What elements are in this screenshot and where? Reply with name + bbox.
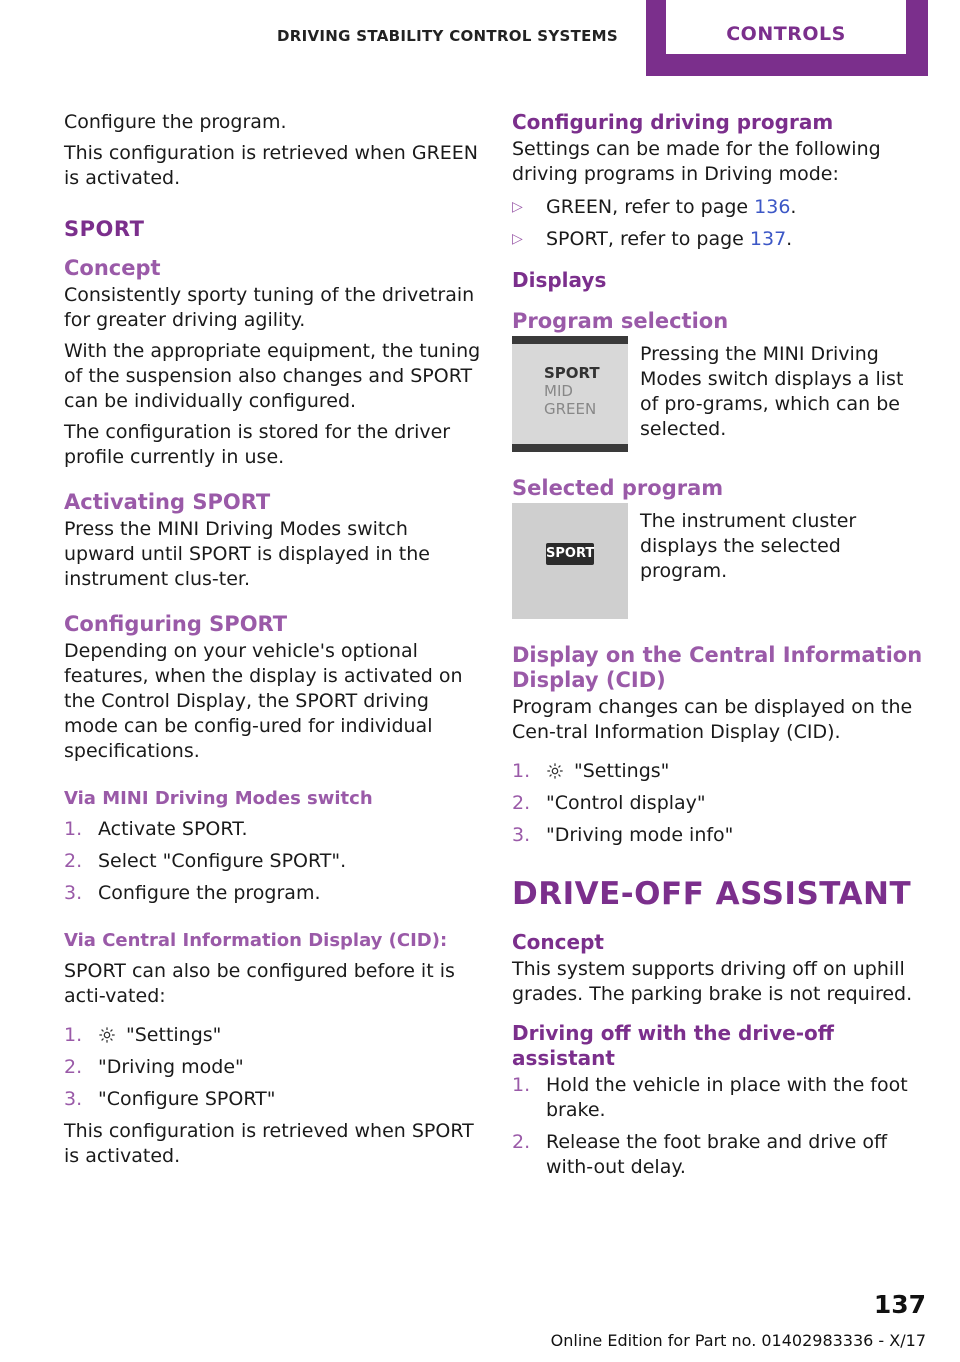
list-item — [512, 791, 926, 816]
paragraph: Settings can be made for the following driving programs in Driving mode: — [512, 138, 881, 185]
list-number: 2. — [64, 1056, 83, 1078]
program-option-green: GREEN — [544, 400, 597, 418]
heading-program-selection: Program selection — [512, 309, 729, 333]
list-item — [64, 1055, 482, 1080]
heading-via-switch: Via MINI Driving Modes switch — [64, 788, 373, 809]
list-text: Release the foot brake and drive off with-out delay. — [546, 1131, 888, 1178]
list-item — [64, 849, 482, 874]
list-item — [64, 1087, 482, 1112]
list-text: Activate SPORT. — [98, 818, 248, 840]
list-number: 2. — [512, 1131, 531, 1153]
list-item — [512, 1073, 926, 1123]
config-list — [512, 195, 926, 252]
paragraph: This configuration is retrieved when SPORT is activated. — [64, 1120, 474, 1167]
heading-activating-sport: Activating SPORT — [64, 490, 271, 514]
paragraph: Consistently sporty tuning of the drivetrain for greater driving agility. — [64, 284, 475, 331]
chapter-tab[interactable]: CONTROLS — [666, 0, 906, 54]
list-number: 3. — [64, 1088, 83, 1110]
figure-selected-program — [512, 503, 926, 619]
paragraph: With the appropriate equipment, the tuning of the suspension also changes and SPORT can be individually configured. — [64, 340, 481, 412]
list-item — [512, 1130, 926, 1180]
heading-display-on-cid: Display on the Central Information Display (CID) — [512, 643, 923, 692]
section-heading-sport: SPORT — [64, 217, 145, 241]
figure-program-selection — [512, 336, 926, 452]
triangle-bullet-icon: ▷ — [512, 199, 523, 215]
list-item — [512, 195, 926, 220]
list-number: 3. — [64, 882, 83, 904]
running-header-section: DRIVING STABILITY CONTROL SYSTEMS — [276, 27, 618, 45]
list-item — [64, 817, 482, 842]
steps-via-cid — [64, 1023, 482, 1112]
paragraph: This system supports driving off on uphill grades. The parking brake is not required. — [512, 958, 913, 1005]
list-item — [512, 759, 926, 784]
list-text-end: . — [790, 196, 797, 218]
list-number: 1. — [64, 818, 83, 840]
paragraph: Configure the program. — [64, 111, 287, 133]
edition-note: Online Edition for Part no. 01402983336 - X/17 — [550, 1331, 926, 1350]
triangle-bullet-icon: ▷ — [512, 231, 523, 247]
program-list-display — [544, 364, 600, 418]
list-number: 1. — [64, 1024, 83, 1046]
list-number: 2. — [512, 792, 531, 814]
paragraph: Depending on your vehicle's optional features, when the display is activated on the Control Display, the SPORT driving mode can be config-ured for individual specifications. — [64, 640, 463, 762]
list-number: 3. — [512, 824, 531, 846]
list-text: "Configure SPORT" — [98, 1088, 276, 1110]
heading-via-cid: Via Central Information Display (CID): — [64, 930, 448, 951]
heading-concept: Concept — [64, 256, 161, 280]
program-option-sport: SPORT — [544, 364, 600, 382]
list-text: GREEN, refer to page — [546, 196, 755, 218]
program-selection-image — [512, 336, 628, 452]
list-text: SPORT, refer to page — [546, 228, 750, 250]
heading-selected-program: Selected program — [512, 476, 724, 500]
page-link-136[interactable]: 136 — [754, 196, 791, 218]
list-text: "Driving mode info" — [546, 824, 734, 846]
program-option-mid: MID — [544, 382, 573, 400]
section-heading-drive-off-assistant: DRIVE-OFF ASSISTANT — [512, 876, 912, 912]
list-text: Select "Configure SPORT". — [98, 850, 347, 872]
heading-displays: Displays — [512, 268, 607, 292]
sport-badge: SPORT — [546, 543, 594, 565]
heading-concept: Concept — [512, 930, 604, 954]
paragraph: Program changes can be displayed on the Cen-tral Information Display (CID). — [512, 696, 913, 743]
paragraph: The configuration is stored for the driver profile currently in use. — [64, 421, 451, 468]
list-text: Configure the program. — [98, 882, 321, 904]
right-column — [512, 110, 926, 1187]
steps-cid-display — [512, 759, 926, 848]
page-link-137[interactable]: 137 — [749, 228, 787, 250]
list-item — [64, 1023, 482, 1048]
list-number: 2. — [64, 850, 83, 872]
steps-via-switch — [64, 817, 482, 906]
left-column — [64, 110, 482, 1175]
heading-configuring-driving-program: Configuring driving program — [512, 110, 834, 134]
list-text: Hold the vehicle in place with the foot brake. — [546, 1074, 908, 1121]
selected-program-image — [512, 503, 628, 619]
list-text: "Driving mode" — [98, 1056, 244, 1078]
list-text: "Control display" — [546, 792, 706, 814]
paragraph: SPORT can also be configured before it is acti-vated: — [64, 960, 455, 1007]
list-text: "Settings" — [126, 1024, 222, 1046]
heading-configuring-sport: Configuring SPORT — [64, 612, 288, 636]
paragraph: The instrument cluster displays the selected program. — [640, 510, 857, 582]
heading-driving-off: Driving off with the drive-off assistant — [512, 1021, 834, 1070]
list-number: 1. — [512, 760, 531, 782]
steps-drive-off — [512, 1073, 926, 1180]
paragraph: This configuration is retrieved when GREEN is activated. — [64, 142, 479, 189]
list-text: "Settings" — [574, 760, 670, 782]
list-number: 1. — [512, 1074, 531, 1096]
paragraph: Pressing the MINI Driving Modes switch displays a list of pro-grams, which can be selected. — [640, 343, 904, 440]
list-text-end: . — [786, 228, 793, 250]
list-item — [512, 823, 926, 848]
list-item — [64, 881, 482, 906]
paragraph: Press the MINI Driving Modes switch upward until SPORT is displayed in the instrument clus-ter. — [64, 518, 430, 590]
gear-icon — [546, 762, 564, 780]
page-number: 137 — [873, 1290, 926, 1319]
gear-icon — [98, 1026, 116, 1044]
list-item — [512, 227, 926, 252]
